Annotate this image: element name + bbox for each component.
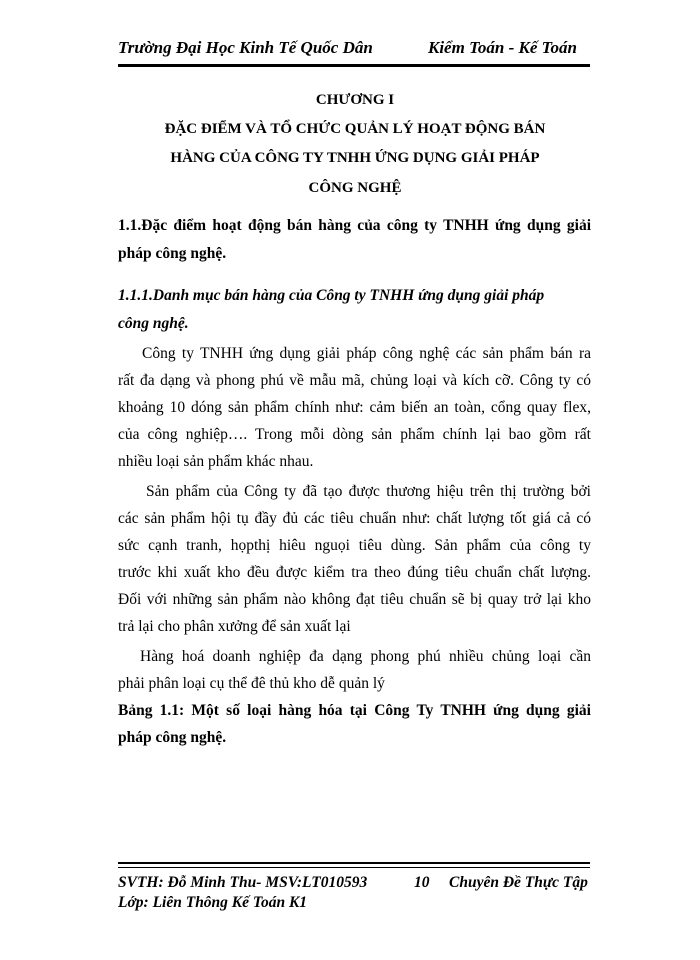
paragraph-line: rất đa dạng và phong phú về mẫu mã, chủng loại và kích cỡ. Công ty có (118, 372, 591, 389)
header-rule (118, 64, 590, 67)
chapter-title-line: ĐẶC ĐIỂM VÀ TỔ CHỨC QUẢN LÝ HOẠT ĐỘNG BÁN (164, 121, 546, 137)
paragraph-line: các sản phẩm hội tụ đầy đủ các tiêu chuẩn như: chất lượng tốt giá cả có (118, 510, 591, 527)
header-department: Kiểm Toán - Kế Toán (428, 38, 577, 57)
paragraph-line: khoảng 10 dóng sản phẩm chính như: cảm biến an toàn, cổng quay flex, (118, 399, 591, 416)
subsection-heading: công nghệ. (118, 315, 189, 332)
paragraph-line: trả lại cho phân xưởng để sản xuất lại (118, 618, 351, 635)
footer-rule (118, 862, 590, 864)
paragraph-line: Sản phẩm của Công ty đã tạo được thương hiệu trên thị trường bởi (146, 483, 591, 500)
paragraph-line: phải phân loại cụ thể đê thủ kho dễ quản lý (118, 675, 385, 692)
page-header (118, 38, 590, 62)
paragraph-line: nhiều loại sản phẩm khác nhau. (118, 453, 314, 470)
paragraph-line: Đối với những sản phẩm nào không đạt tiêu chuẩn sẽ bị quay trở lại kho (118, 591, 591, 608)
paragraph-line: trước khi xuất kho đều được kiểm tra theo đúng tiêu chuẩn chất lượng. (118, 564, 591, 581)
footer-rule (118, 867, 590, 868)
section-heading: pháp công nghệ. (118, 245, 227, 262)
footer-student: SVTH: Đỗ Minh Thu- MSV:LT010593 (118, 874, 368, 891)
chapter-title-line: CÔNG NGHỆ (308, 180, 402, 196)
table-caption: Bảng 1.1: Một số loại hàng hóa tại Công Ty TNHH ứng dụng giải (118, 702, 591, 719)
paragraph-line: Hàng hoá doanh nghiệp đa dạng phong phú nhiều chủng loại cần (140, 648, 591, 665)
paragraph-line: sức cạnh tranh, họpthị hiêu nguọi tiêu dùng. Sản phẩm của công ty (118, 537, 591, 554)
section-heading: 1.1.Đặc điểm hoạt động bán hàng của công ty TNHH ứng dụng giải (118, 217, 591, 234)
chapter-title-line: HÀNG CỦA CÔNG TY TNHH ỨNG DỤNG GIẢI PHÁP (170, 150, 540, 166)
paragraph-line: của công nghiệp…. Trong mỗi dòng sản phẩm chính lại bao gồm rất (118, 426, 591, 443)
footer-class: Lớp: Liên Thông Kế Toán K1 (118, 894, 308, 911)
paragraph-line: Công ty TNHH ứng dụng giải pháp công nghệ các sản phẩm bán ra (142, 345, 591, 362)
table-caption: pháp công nghệ. (118, 729, 227, 746)
header-university: Trường Đại Học Kinh Tế Quốc Dân (118, 38, 373, 57)
page-number: 10 (414, 874, 430, 891)
chapter-label: CHƯƠNG I (315, 92, 395, 108)
footer-doc-type: Chuyên Đề Thực Tập (449, 874, 588, 891)
subsection-heading: 1.1.1.Danh mục bán hàng của Công ty TNHH ứng dụng giải pháp (118, 287, 545, 304)
